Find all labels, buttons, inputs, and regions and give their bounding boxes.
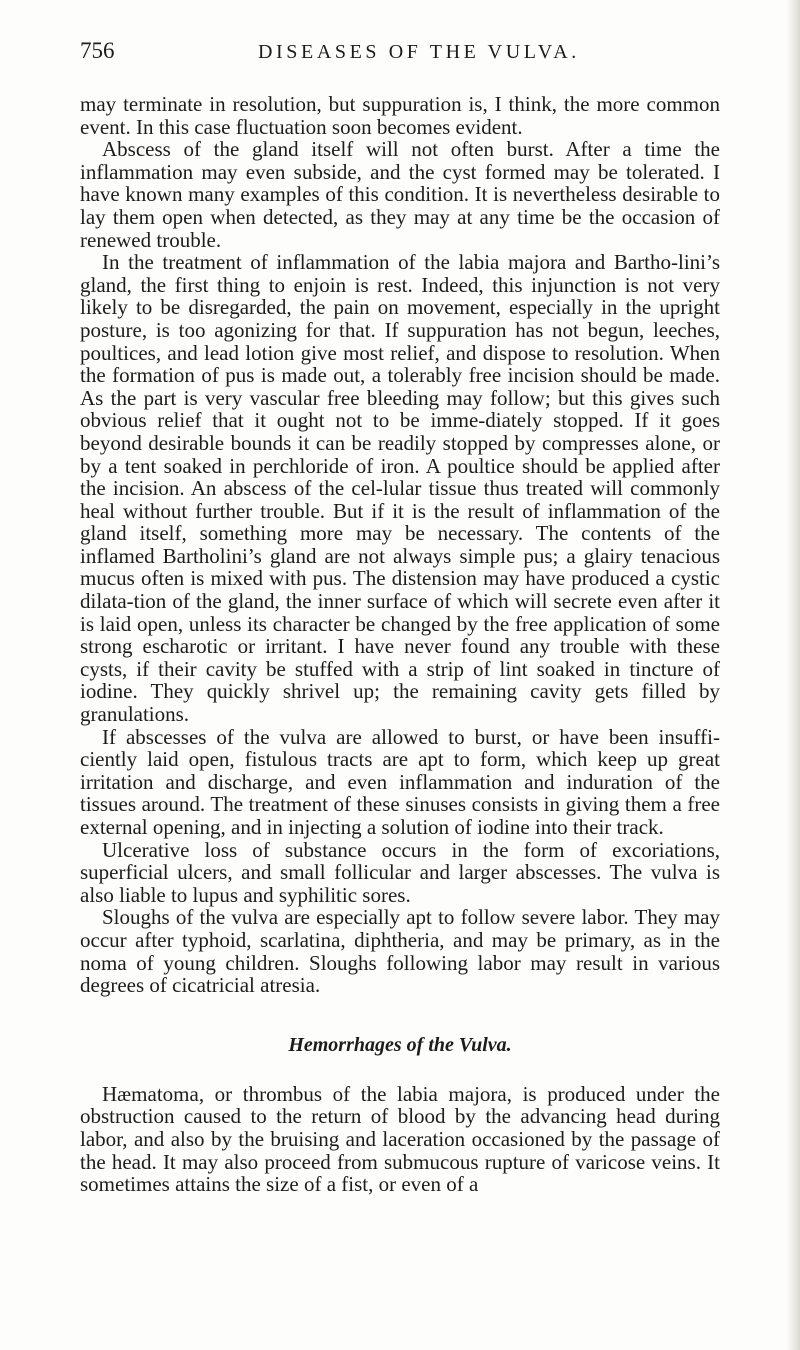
page-number: 756 [80, 38, 115, 63]
paragraph-fistulous-tracts: If abscesses of the vulva are allowed to burst, or have been insuffi-ciently laid open, fistulous tracts are apt to form, which keep up great irritation and discharge, and even inflammation and induration of the tissues around. The treatment of these sinuses consists in giving them a free external opening, and in injecting a solution of iodine into their track. [80, 724, 720, 839]
paragraph-haematoma: Hæmatoma, or thrombus of the labia majora, is produced under the obstruction caused to the return of blood by the advancing head during labor, and also by the bruising and laceration occasioned by the passage of the head. It may also proceed from submucous rupture of varicose veins. It sometimes attains the size of a fist, or even of a [80, 1081, 720, 1197]
page-header [80, 36, 720, 70]
paragraph-ulcerative-loss: Ulcerative loss of substance occurs in the form of excoriations, superficial ulcers, and small follicular and larger abscesses. The vulva is also liable to lupus and syphilitic sores. [80, 837, 720, 907]
running-head: DISEASES OF THE VULVA. [258, 41, 580, 63]
paragraph-sloughs: Sloughs of the vulva are especially apt to follow severe labor. They may occur after typhoid, scarlatina, diphtheria, and may be primary, as in the noma of young children. Sloughs following labor may result in various degrees of cicatricial atresia. [80, 905, 720, 998]
paragraph-treatment: In the treatment of inflammation of the labia majora and Bartho-lini’s gland, the first thing to enjoin is rest. Indeed, this injunction is not very likely to be disregarded, the pain on movement, especially in the upright posture, is too agonizing for that. If suppuration has not begun, leeches, poultices, and lead lotion give most relief, and dispose to resolution. When the formation of pus is made out, a tolerably free incision should be made. As the part is very vascular free bleeding may follow; but this gives such obvious relief that it ought not to be imme-diately stopped. If it goes beyond desirable bounds it can be readily stopped by compresses alone, or by a tent soaked in perchloride of iron. A poultice should be applied after the incision. An abscess of the cel-lular tissue thus treated will commonly heal without further trouble. But if it is the result of inflammation of the gland itself, something more may be necessary. The contents of the inflamed Bartholini’s gland are not always simple pus; a glairy tenacious mucus often is mixed with pus. The distension may have produced a cystic dilata-tion of the gland, the inner surface of which will secrete even after it is laid open, unless its character be changed by the free application of some strong escharotic or irritant. I have never found any trouble with these cysts, if their cavity be stuffed with a strip of lint soaked in tincture of iodine. They quickly shrivel up; the remaining cavity gets filled by granulations. [80, 250, 720, 727]
body-text [80, 93, 720, 1196]
page-edge-shadow [786, 0, 800, 1350]
paragraph-abscess-gland: Abscess of the gland itself will not often burst. After a time the inflammation may even subside, and the cyst formed may be tolerated. I have known many examples of this condition. It is nevertheless desirable to lay them open when detected, as they may at any time be the occasion of renewed trouble. [80, 137, 720, 252]
paragraph-continuation: may terminate in resolution, but suppuration is, I think, the more common event. In this case fluctuation soon becomes evident. [80, 92, 720, 139]
section-heading: Hemorrhages of the Vulva. [288, 1033, 512, 1056]
